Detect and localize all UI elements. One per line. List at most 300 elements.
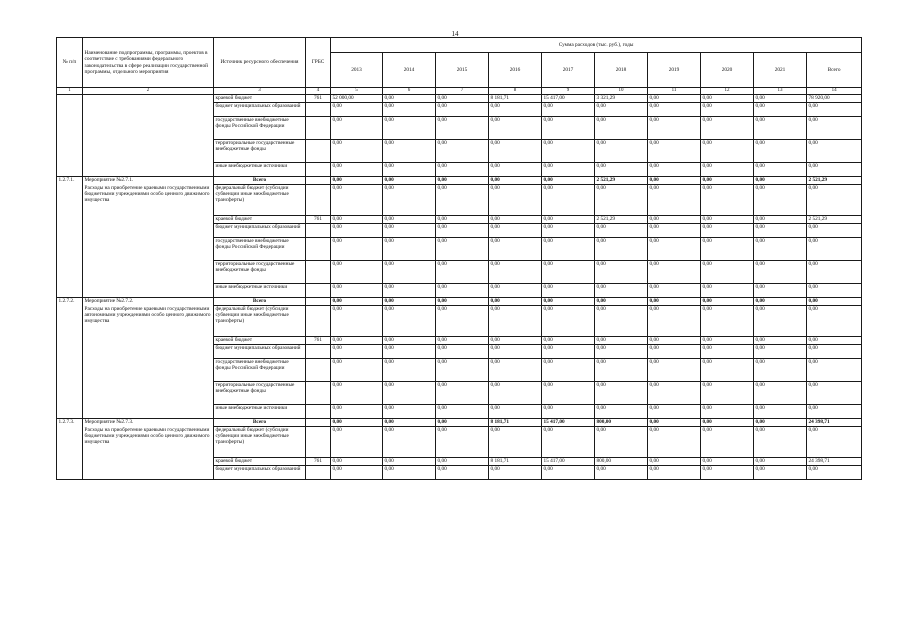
- value-cell: 15 417,00: [542, 458, 595, 466]
- value-cell: 0,00: [542, 345, 595, 359]
- value-cell: 0,00: [331, 306, 383, 337]
- value-cell: 0,00: [489, 140, 542, 163]
- value-cell: 800,00: [595, 419, 648, 427]
- column-number: 1: [57, 88, 83, 95]
- value-cell: 0,00: [701, 117, 754, 140]
- value-cell: 0,00: [542, 405, 595, 419]
- value-cell: 0,00: [754, 117, 807, 140]
- value-cell: 0,00: [331, 117, 383, 140]
- value-cell: 15 417,00: [542, 95, 595, 103]
- value-cell: 0,00: [648, 427, 701, 458]
- value-cell: 0,00: [383, 216, 436, 224]
- grbs-code: 761: [306, 95, 331, 103]
- page-number: 14: [451, 30, 459, 38]
- value-cell: 0,00: [542, 261, 595, 284]
- value-cell: 2 521,29: [595, 177, 648, 185]
- value-cell: 0,00: [489, 306, 542, 337]
- value-cell: 0,00: [701, 224, 754, 238]
- value-cell: 0,00: [436, 163, 489, 177]
- value-cell: 0,00: [754, 306, 807, 337]
- value-cell: 0,00: [331, 458, 383, 466]
- value-cell: 0,00: [331, 238, 383, 261]
- header-source: Источник ресурсного обеспечения: [214, 38, 306, 88]
- value-cell: 0,00: [436, 405, 489, 419]
- value-cell: 0,00: [648, 345, 701, 359]
- value-cell: 0,00: [648, 337, 701, 345]
- funding-source: федеральный бюджет (субсидии субвенции иные межбюджетные трансферты): [214, 306, 306, 337]
- value-total: 2 521,29: [807, 216, 862, 224]
- value-cell: 0,00: [648, 359, 701, 382]
- value-cell: 0,00: [331, 140, 383, 163]
- column-number: 4: [306, 88, 331, 95]
- value-total: 0,00: [807, 140, 862, 163]
- value-total: 0,00: [807, 359, 862, 382]
- value-cell: 0,00: [648, 185, 701, 216]
- value-cell: 0,00: [331, 177, 383, 185]
- value-cell: 0,00: [436, 238, 489, 261]
- value-cell: 0,00: [542, 216, 595, 224]
- value-cell: 0,00: [383, 140, 436, 163]
- funding-source: бюджет муниципальных образований: [214, 224, 306, 238]
- value-cell: 0,00: [701, 405, 754, 419]
- value-cell: 0,00: [648, 103, 701, 117]
- funding-source: бюджет муниципальных образований: [214, 103, 306, 117]
- grbs-code: [306, 284, 331, 298]
- value-cell: 0,00: [436, 261, 489, 284]
- value-cell: 0,00: [436, 345, 489, 359]
- value-cell: 0,00: [383, 103, 436, 117]
- value-cell: 0,00: [383, 177, 436, 185]
- row-code: [57, 95, 83, 177]
- value-cell: 0,00: [648, 95, 701, 103]
- value-cell: 0,00: [542, 177, 595, 185]
- value-cell: 0,00: [489, 382, 542, 405]
- grbs-code: [306, 405, 331, 419]
- value-cell: 0,00: [754, 382, 807, 405]
- funding-source: государственные внебюджетные фонды Российской Федерации: [214, 359, 306, 382]
- value-cell: 0,00: [542, 224, 595, 238]
- value-cell: 0,00: [436, 298, 489, 306]
- value-cell: 0,00: [595, 359, 648, 382]
- value-total: 0,00: [807, 163, 862, 177]
- value-cell: 0,00: [489, 261, 542, 284]
- funding-source: бюджет муниципальных образований: [214, 345, 306, 359]
- value-cell: 0,00: [754, 216, 807, 224]
- value-cell: 0,00: [331, 284, 383, 298]
- grbs-code: [306, 163, 331, 177]
- value-cell: 52 000,00: [331, 95, 383, 103]
- grbs-code: [306, 345, 331, 359]
- header-year: 2021: [754, 53, 807, 88]
- value-cell: 0,00: [542, 359, 595, 382]
- value-total: 0,00: [807, 224, 862, 238]
- value-cell: 0,00: [542, 238, 595, 261]
- value-cell: 0,00: [436, 284, 489, 298]
- header-grbs: ГРБС: [306, 38, 331, 88]
- value-cell: 0,00: [542, 466, 595, 480]
- value-cell: 0,00: [331, 419, 383, 427]
- value-cell: 0,00: [383, 419, 436, 427]
- value-cell: 0,00: [489, 238, 542, 261]
- value-total: 0,00: [807, 345, 862, 359]
- measure-title: Мероприятие №2.7.1.: [84, 177, 134, 183]
- value-cell: 0,00: [436, 337, 489, 345]
- column-number: 14: [807, 88, 862, 95]
- column-number: 5: [331, 88, 383, 95]
- value-cell: 0,00: [754, 466, 807, 480]
- grbs-code: [306, 427, 331, 458]
- value-cell: 0,00: [489, 345, 542, 359]
- value-cell: 0,00: [648, 177, 701, 185]
- value-cell: 0,00: [436, 466, 489, 480]
- header-name: Наименование подпрограммы, программы, проектов в соответствие с требованиями федерального законодательства в сфере реализации государственной программы, отдельного мероприятия: [83, 38, 214, 88]
- value-cell: 0,00: [331, 405, 383, 419]
- funding-source: иные внебюджетные источники: [214, 163, 306, 177]
- value-cell: 8 181,71: [489, 95, 542, 103]
- table-row: [57, 95, 862, 103]
- value-total: 0,00: [807, 337, 862, 345]
- grbs-code: [306, 382, 331, 405]
- header-year: 2018: [595, 53, 648, 88]
- value-cell: 0,00: [489, 284, 542, 298]
- value-cell: 0,00: [754, 185, 807, 216]
- value-cell: 0,00: [701, 337, 754, 345]
- value-cell: 0,00: [331, 427, 383, 458]
- value-cell: 0,00: [754, 458, 807, 466]
- value-total: 0,00: [807, 298, 862, 306]
- grbs-code: [306, 306, 331, 337]
- value-cell: 0,00: [489, 224, 542, 238]
- value-cell: 0,00: [331, 103, 383, 117]
- value-cell: 0,00: [542, 306, 595, 337]
- value-cell: 15 417,00: [542, 419, 595, 427]
- value-cell: 0,00: [489, 405, 542, 419]
- value-cell: 0,00: [436, 306, 489, 337]
- value-cell: 0,00: [436, 95, 489, 103]
- value-total: 0,00: [807, 284, 862, 298]
- column-number: 13: [754, 88, 807, 95]
- funding-source: государственные внебюджетные фонды Российской Федерации: [214, 238, 306, 261]
- header-year: 2013: [331, 53, 383, 88]
- value-cell: 0,00: [648, 466, 701, 480]
- value-cell: 0,00: [754, 261, 807, 284]
- value-cell: 0,00: [489, 216, 542, 224]
- funding-source: государственные внебюджетные фонды Российской Федерации: [214, 117, 306, 140]
- value-total: 2 521,29: [807, 177, 862, 185]
- value-cell: 0,00: [436, 140, 489, 163]
- value-cell: 0,00: [331, 163, 383, 177]
- value-cell: 0,00: [648, 405, 701, 419]
- measure-description: Расходы на приобретение краевыми государственными бюджетными учреждениями особо ценного движимого имущества: [84, 185, 210, 204]
- value-cell: 0,00: [595, 238, 648, 261]
- value-cell: 0,00: [701, 419, 754, 427]
- value-cell: 0,00: [754, 405, 807, 419]
- measure-description: Расходы на приобретение краевыми государственными автономными учреждениями особо ценного движимого имущества: [84, 306, 211, 325]
- value-cell: 0,00: [754, 345, 807, 359]
- value-cell: 0,00: [754, 140, 807, 163]
- funding-source: краевой бюджет: [214, 216, 306, 224]
- table-row: [57, 298, 862, 306]
- value-cell: 0,00: [595, 345, 648, 359]
- row-name: [83, 298, 214, 419]
- value-total: 0,00: [807, 238, 862, 261]
- value-cell: 0,00: [754, 284, 807, 298]
- value-cell: 0,00: [701, 466, 754, 480]
- table-row: [57, 419, 862, 427]
- column-number: 6: [383, 88, 436, 95]
- value-cell: 0,00: [595, 163, 648, 177]
- value-cell: 0,00: [701, 216, 754, 224]
- value-cell: 0,00: [754, 224, 807, 238]
- header-sum: Сумма расходов (тыс. руб.), годы: [331, 38, 862, 53]
- value-cell: 0,00: [595, 224, 648, 238]
- value-cell: 0,00: [754, 419, 807, 427]
- value-cell: 0,00: [648, 216, 701, 224]
- value-cell: 0,00: [436, 224, 489, 238]
- funding-source: бюджет муниципальных образований: [214, 466, 306, 480]
- value-cell: 0,00: [383, 298, 436, 306]
- grbs-code: [306, 419, 331, 427]
- value-cell: 0,00: [754, 359, 807, 382]
- row-code: 1.2.7.3.: [57, 419, 83, 480]
- value-cell: 2 521,29: [595, 216, 648, 224]
- grbs-code: [306, 261, 331, 284]
- value-cell: 0,00: [595, 185, 648, 216]
- value-cell: 0,00: [383, 163, 436, 177]
- value-cell: 0,00: [436, 185, 489, 216]
- value-cell: 0,00: [754, 427, 807, 458]
- value-cell: 0,00: [383, 466, 436, 480]
- value-cell: 0,00: [595, 382, 648, 405]
- value-cell: 0,00: [542, 185, 595, 216]
- value-cell: 0,00: [595, 298, 648, 306]
- value-total: 0,00: [807, 261, 862, 284]
- value-cell: 0,00: [701, 427, 754, 458]
- budget-table: [56, 37, 862, 480]
- value-cell: 0,00: [383, 427, 436, 458]
- value-total: 78 920,00: [807, 95, 862, 103]
- funding-source: федеральный бюджет (субсидии субвенции иные межбюджетные трансферты): [214, 427, 306, 458]
- grbs-code: [306, 359, 331, 382]
- value-cell: 0,00: [383, 284, 436, 298]
- value-cell: 0,00: [701, 458, 754, 466]
- funding-source: краевой бюджет: [214, 95, 306, 103]
- value-cell: 0,00: [595, 284, 648, 298]
- value-cell: 0,00: [595, 140, 648, 163]
- value-total: 24 398,71: [807, 458, 862, 466]
- value-cell: 0,00: [701, 382, 754, 405]
- value-cell: 0,00: [701, 238, 754, 261]
- value-cell: 0,00: [383, 95, 436, 103]
- row-code: 1.2.7.2.: [57, 298, 83, 419]
- grbs-code: 761: [306, 458, 331, 466]
- value-cell: 0,00: [648, 117, 701, 140]
- column-number: 3: [214, 88, 306, 95]
- value-cell: 0,00: [436, 177, 489, 185]
- value-total: 0,00: [807, 306, 862, 337]
- value-cell: 0,00: [331, 224, 383, 238]
- value-cell: 0,00: [542, 298, 595, 306]
- column-number: 7: [436, 88, 489, 95]
- value-cell: 0,00: [542, 427, 595, 458]
- column-number: 8: [489, 88, 542, 95]
- value-cell: 0,00: [648, 163, 701, 177]
- header-year: 2014: [383, 53, 436, 88]
- value-cell: 0,00: [701, 103, 754, 117]
- value-cell: 0,00: [701, 284, 754, 298]
- value-cell: 0,00: [595, 103, 648, 117]
- funding-source: иные внебюджетные источники: [214, 284, 306, 298]
- value-cell: 0,00: [383, 185, 436, 216]
- value-total: 0,00: [807, 427, 862, 458]
- value-cell: 0,00: [331, 216, 383, 224]
- column-number: 11: [648, 88, 701, 95]
- value-cell: 0,00: [489, 427, 542, 458]
- value-cell: 0,00: [701, 95, 754, 103]
- value-cell: 0,00: [383, 261, 436, 284]
- value-cell: 0,00: [489, 337, 542, 345]
- value-cell: 0,00: [383, 458, 436, 466]
- value-cell: 0,00: [331, 185, 383, 216]
- value-cell: 0,00: [754, 298, 807, 306]
- value-cell: 0,00: [436, 458, 489, 466]
- value-cell: 0,00: [701, 261, 754, 284]
- header-year: Всего: [807, 53, 862, 88]
- funding-source: иные внебюджетные источники: [214, 405, 306, 419]
- value-cell: 0,00: [489, 359, 542, 382]
- value-total: 0,00: [807, 405, 862, 419]
- value-cell: 0,00: [754, 103, 807, 117]
- value-cell: 0,00: [489, 298, 542, 306]
- value-cell: 0,00: [595, 466, 648, 480]
- value-cell: 0,00: [595, 405, 648, 419]
- value-cell: 0,00: [383, 117, 436, 140]
- value-cell: 0,00: [436, 382, 489, 405]
- value-cell: 0,00: [489, 117, 542, 140]
- value-cell: 0,00: [331, 261, 383, 284]
- value-cell: 0,00: [701, 306, 754, 337]
- value-cell: 0,00: [383, 405, 436, 419]
- value-cell: 0,00: [754, 177, 807, 185]
- value-total: 0,00: [807, 117, 862, 140]
- column-number: 12: [701, 88, 754, 95]
- value-cell: 3 321,29: [595, 95, 648, 103]
- value-cell: 0,00: [701, 298, 754, 306]
- value-cell: 0,00: [648, 382, 701, 405]
- measure-title: Мероприятие №2.7.2.: [84, 298, 134, 304]
- value-cell: 0,00: [701, 177, 754, 185]
- funding-source: Всего: [214, 177, 306, 185]
- value-cell: 0,00: [754, 337, 807, 345]
- value-cell: 0,00: [383, 224, 436, 238]
- grbs-code: [306, 140, 331, 163]
- value-cell: 800,00: [595, 458, 648, 466]
- value-cell: 0,00: [648, 306, 701, 337]
- value-cell: 0,00: [542, 382, 595, 405]
- value-cell: 0,00: [648, 419, 701, 427]
- value-cell: 0,00: [489, 466, 542, 480]
- grbs-code: [306, 177, 331, 185]
- value-cell: 0,00: [595, 306, 648, 337]
- value-cell: 8 181,71: [489, 419, 542, 427]
- column-number: 2: [83, 88, 214, 95]
- value-cell: 0,00: [648, 298, 701, 306]
- grbs-code: [306, 466, 331, 480]
- funding-source: краевой бюджет: [214, 337, 306, 345]
- value-cell: 0,00: [595, 337, 648, 345]
- row-code: 1.2.7.1.: [57, 177, 83, 298]
- value-cell: 0,00: [701, 140, 754, 163]
- value-total: 24 398,71: [807, 419, 862, 427]
- value-cell: 0,00: [331, 337, 383, 345]
- value-cell: 0,00: [648, 284, 701, 298]
- value-cell: 0,00: [701, 345, 754, 359]
- value-cell: 0,00: [489, 103, 542, 117]
- value-cell: 0,00: [542, 163, 595, 177]
- measure-description: Расходы на приобретение краевыми государственными бюджетными учреждениями особо ценного движимого имущества: [84, 427, 210, 446]
- value-cell: 0,00: [489, 163, 542, 177]
- header-year: 2015: [436, 53, 489, 88]
- value-cell: 0,00: [331, 382, 383, 405]
- value-cell: 0,00: [754, 163, 807, 177]
- value-cell: 0,00: [701, 359, 754, 382]
- value-cell: 0,00: [648, 238, 701, 261]
- measure-title: Мероприятие №2.7.3.: [84, 419, 134, 425]
- grbs-code: 761: [306, 216, 331, 224]
- header-year: 2017: [542, 53, 595, 88]
- value-cell: 0,00: [436, 216, 489, 224]
- value-cell: 0,00: [436, 117, 489, 140]
- value-cell: 0,00: [595, 427, 648, 458]
- value-cell: 0,00: [489, 177, 542, 185]
- grbs-code: [306, 185, 331, 216]
- value-cell: 0,00: [331, 298, 383, 306]
- grbs-code: [306, 103, 331, 117]
- value-cell: 0,00: [542, 140, 595, 163]
- value-cell: 0,00: [754, 95, 807, 103]
- grbs-code: [306, 224, 331, 238]
- value-cell: 0,00: [383, 238, 436, 261]
- value-cell: 0,00: [754, 238, 807, 261]
- funding-source: территориальные государственные внебюджетные фонды: [214, 382, 306, 405]
- value-total: 0,00: [807, 466, 862, 480]
- table-row: [57, 177, 862, 185]
- grbs-code: [306, 298, 331, 306]
- value-total: 0,00: [807, 382, 862, 405]
- column-number: 10: [595, 88, 648, 95]
- row-name: [83, 419, 214, 480]
- value-cell: 0,00: [331, 359, 383, 382]
- header-year: 2019: [648, 53, 701, 88]
- value-cell: 0,00: [542, 284, 595, 298]
- value-cell: 0,00: [648, 261, 701, 284]
- value-cell: 0,00: [331, 345, 383, 359]
- row-name: [83, 95, 214, 177]
- value-cell: 0,00: [436, 419, 489, 427]
- value-cell: 0,00: [436, 103, 489, 117]
- value-cell: 0,00: [648, 458, 701, 466]
- funding-source: Всего: [214, 298, 306, 306]
- value-cell: 0,00: [383, 306, 436, 337]
- value-cell: 0,00: [489, 185, 542, 216]
- value-cell: 0,00: [595, 117, 648, 140]
- value-total: 0,00: [807, 103, 862, 117]
- value-cell: 0,00: [595, 261, 648, 284]
- value-total: 0,00: [807, 185, 862, 216]
- header-year: 2020: [701, 53, 754, 88]
- funding-source: федеральный бюджет (субсидии субвенции иные межбюджетные трансферты): [214, 185, 306, 216]
- value-cell: 0,00: [701, 185, 754, 216]
